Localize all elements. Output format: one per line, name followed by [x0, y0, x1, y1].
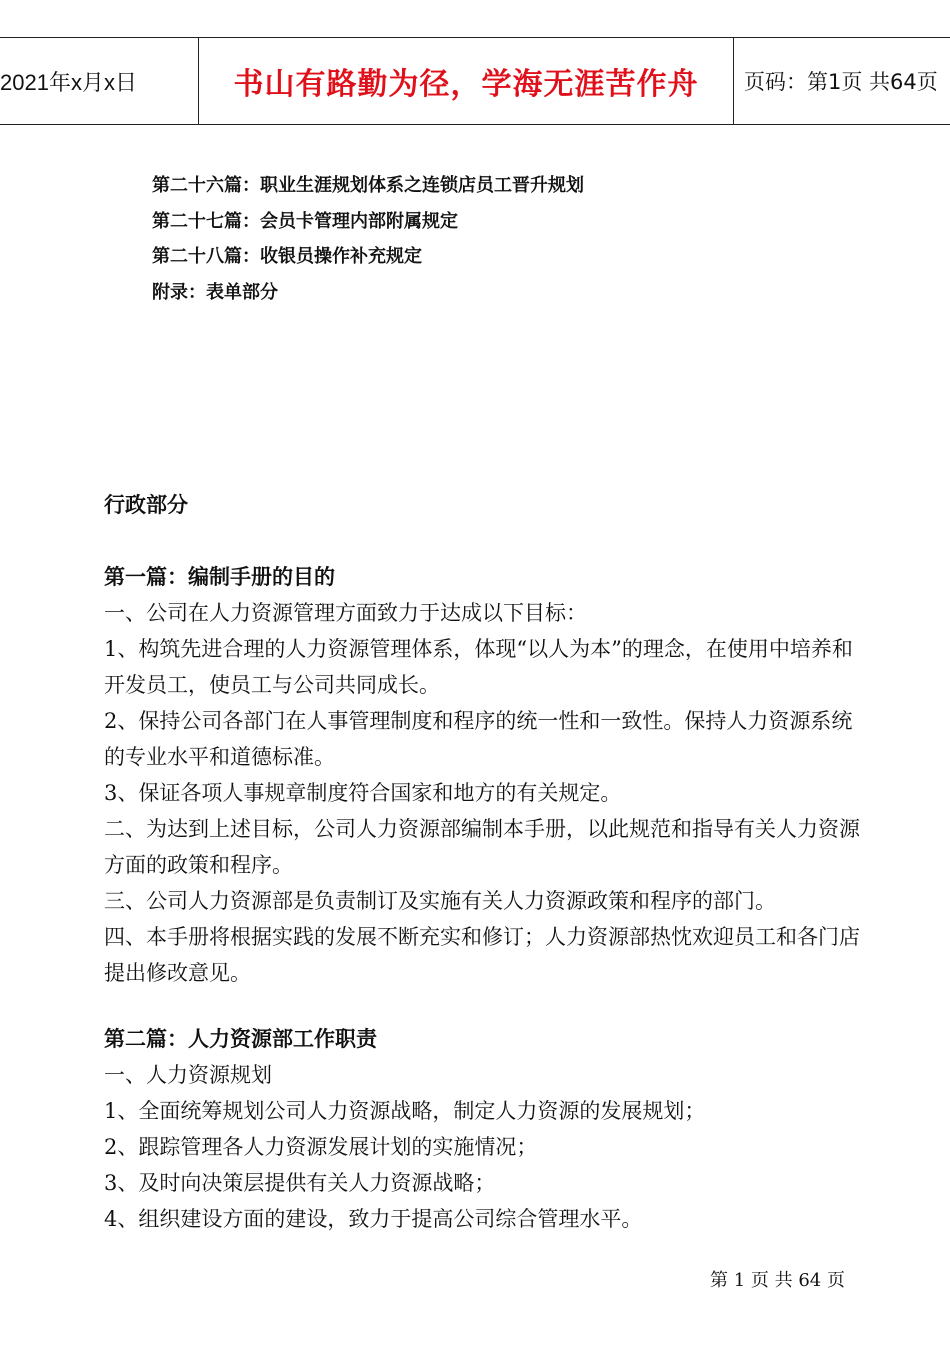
department-heading: 行政部分	[104, 493, 188, 517]
page-header	[0, 37, 950, 125]
paragraph: 2、跟踪管理各人力资源发展计划的实施情况；	[104, 1135, 538, 1159]
section-2	[104, 1021, 864, 1237]
header-date: 2021年x月x日	[0, 69, 137, 95]
header-page-info: 页码：第1页 共64页	[744, 70, 938, 94]
section-title: 第二篇：人力资源部工作职责	[104, 1027, 377, 1051]
toc-item: 附录：表单部分	[152, 281, 278, 303]
paragraph: 四、本手册将根据实践的发展不断充实和修订；人力资源部热忱欢迎员工和各门店提出修改意见。	[104, 925, 860, 985]
paragraph: 1、全面统筹规划公司人力资源战略，制定人力资源的发展规划；	[104, 1099, 706, 1123]
document-body	[104, 487, 864, 1237]
paragraph: 二、为达到上述目标，公司人力资源部编制本手册，以此规范和指导有关人力资源方面的政策和程序。	[104, 817, 860, 877]
paragraph: 2、保持公司各部门在人事管理制度和程序的统一性和一致性。保持人力资源系统的专业水平和道德标准。	[104, 709, 853, 769]
toc-item: 第二十七篇：会员卡管理内部附属规定	[152, 210, 458, 232]
page-footer: 第 1 页 共 64 页	[710, 1270, 845, 1291]
paragraph: 1、构筑先进合理的人力资源管理体系，体现“以人为本”的理念，在使用中培养和开发员工，使员工与公司共同成长。	[104, 637, 853, 697]
paragraph: 三、公司人力资源部是负责制订及实施有关人力资源政策和程序的部门。	[104, 889, 776, 913]
paragraph: 4、组织建设方面的建设，致力于提高公司综合管理水平。	[104, 1207, 643, 1231]
toc-item: 第二十六篇：职业生涯规划体系之连锁店员工晋升规划	[152, 175, 584, 196]
paragraph: 3、及时向决策层提供有关人力资源战略；	[104, 1171, 496, 1195]
paragraph: 一、人力资源规划	[104, 1063, 272, 1087]
paragraph: 一、公司在人力资源管理方面致力于达成以下目标：	[104, 601, 587, 625]
section-1	[104, 559, 864, 991]
table-of-contents	[152, 168, 584, 310]
paragraph: 3、保证各项人事规章制度符合国家和地方的有关规定。	[104, 781, 622, 805]
toc-item: 第二十八篇：收银员操作补充规定	[152, 246, 422, 267]
header-motto: 书山有路勤为径，学海无涯苦作舟	[198, 38, 734, 124]
section-title: 第一篇：编制手册的目的	[104, 565, 335, 589]
section-spacer	[104, 991, 864, 1021]
